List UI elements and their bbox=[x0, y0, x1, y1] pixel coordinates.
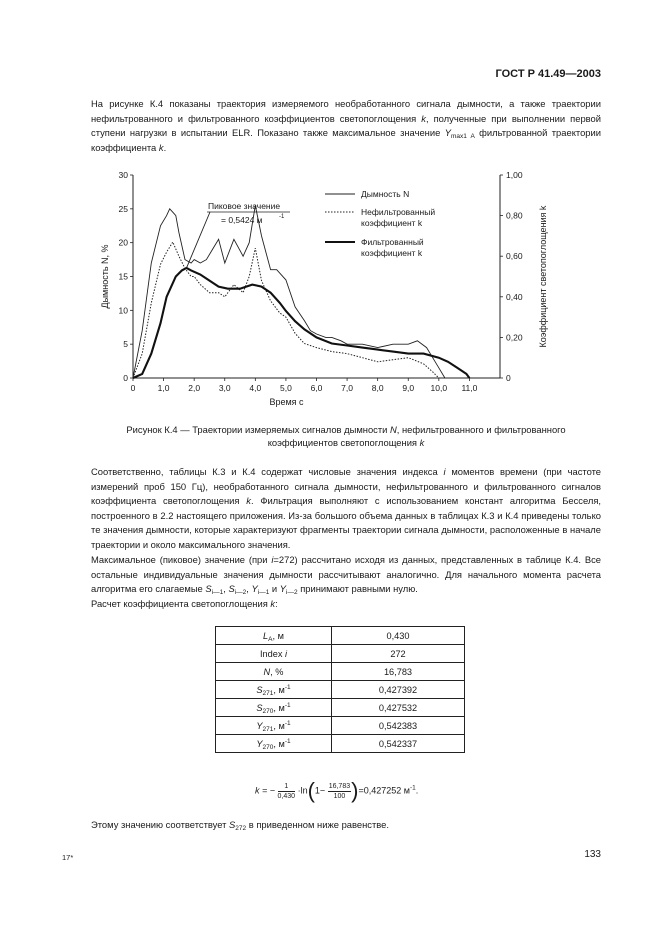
p3-text-b: =272) рассчитано исходя из данных, представленных в таблице К.4. Все остальные индивидуальные значения дымности рассчитывают аналогично. Для начального момента расчета алгоритма его слагаемые bbox=[91, 554, 601, 595]
param-unit-sup: -1 bbox=[284, 737, 291, 745]
paren-close: ) bbox=[351, 778, 359, 803]
calc-value: 0,542337 bbox=[332, 735, 465, 753]
intro-k: k bbox=[421, 112, 426, 124]
x-tick-label: 11,0 bbox=[461, 383, 478, 393]
calc-value: 272 bbox=[332, 645, 465, 663]
p2-i: i bbox=[443, 466, 446, 477]
chart-axes bbox=[100, 170, 548, 407]
chart-annotation bbox=[187, 201, 290, 268]
p4-colon: : bbox=[275, 598, 278, 609]
param-sub: 271 bbox=[262, 689, 274, 697]
calc-table bbox=[215, 626, 465, 753]
param-unit-sup: -1 bbox=[284, 701, 291, 709]
param-sub: A bbox=[268, 635, 273, 643]
p2-text-a: Соответственно, таблицы К.3 и К.4 содержат числовые значения индекса bbox=[91, 466, 444, 477]
x-tick-label: 7,0 bbox=[341, 383, 353, 393]
y-left-tick-label: 5 bbox=[123, 339, 128, 350]
paragraph-calc bbox=[91, 597, 601, 612]
k-formula bbox=[255, 778, 418, 804]
caption-text-3: коэффициентов светопоглощения bbox=[267, 437, 420, 448]
param-symbol: L bbox=[263, 630, 269, 641]
frac2-num: 16,783 bbox=[328, 782, 351, 790]
paren-open: ( bbox=[307, 778, 315, 803]
p3-y2: Y bbox=[279, 583, 287, 595]
footer-signature: 17* bbox=[62, 853, 74, 862]
calc-row bbox=[216, 717, 465, 735]
paragraph-final bbox=[91, 818, 601, 833]
param-symbol: S bbox=[256, 684, 263, 695]
x-tick-label: 1,0 bbox=[157, 383, 170, 393]
param-unit: , м bbox=[272, 630, 284, 641]
x-tick-label: 3,0 bbox=[218, 383, 231, 393]
p4-k: k bbox=[270, 598, 276, 609]
param-sub: 270 bbox=[262, 707, 274, 715]
caption-text-2: , нефильтрованного и фильтрованного bbox=[396, 424, 566, 435]
calc-param bbox=[216, 717, 332, 735]
y-right-tick-label: 1,00 bbox=[506, 170, 523, 180]
p5-text-b: в приведенном ниже равенстве. bbox=[246, 819, 389, 830]
intro-text-3: фильтрованной траектории коэффициента bbox=[91, 127, 601, 153]
param-unit: , м bbox=[273, 738, 285, 749]
smoke-chart bbox=[95, 165, 565, 415]
p2-text-b: моментов времени (при частоте измерений проб 150 Гц), необработанного сигнала дымности, нефильтрованного и фильтрованного сигналов коэффициента светопоглощения bbox=[91, 466, 602, 507]
y-left-tick-label: 10 bbox=[118, 305, 128, 316]
p3-s1: S bbox=[205, 583, 212, 595]
p3-s1-sub: i—1 bbox=[211, 589, 224, 597]
p3-s2: S bbox=[228, 583, 235, 595]
calc-param bbox=[216, 699, 332, 717]
intro-text-2: , полученные при выполнении первой ступени нагрузки в испытании ELR. Показано также максимальное значение bbox=[91, 112, 601, 139]
calc-value: 0,542383 bbox=[332, 717, 465, 735]
intro-text-1: На рисунке К.4 показаны траектория измеряемого необработанного сигнала дымности, а также траектории нефильтрованного и фильтрованного коэффициентов светопоглощения bbox=[91, 98, 601, 124]
y-left-axis-label: Дымность N, % bbox=[100, 244, 110, 309]
calc-param bbox=[216, 735, 332, 753]
y-left-tick-label: 0 bbox=[123, 373, 128, 383]
calc-param bbox=[216, 627, 332, 645]
paragraph-peak bbox=[91, 553, 601, 597]
calc-row bbox=[216, 681, 465, 699]
p3-text-a: Максимальное (пиковое) значение (при bbox=[91, 554, 272, 565]
legend-label-2-line2: коэффициент k bbox=[361, 218, 423, 228]
p3-comma2: , bbox=[246, 583, 252, 595]
x-tick-label: 2,0 bbox=[188, 383, 201, 393]
param-unit: , м bbox=[273, 702, 285, 713]
intro-y-symbol: Y bbox=[444, 127, 451, 139]
p3-comma1: , bbox=[223, 583, 229, 595]
param-unit-sup: -1 bbox=[284, 683, 291, 691]
param-unit: , м bbox=[273, 684, 285, 695]
standard-header: ГОСТ Р 41.49—2003 bbox=[495, 68, 601, 80]
peak-label-line1: Пиковое значение bbox=[208, 201, 281, 211]
x-tick-label: 5,0 bbox=[280, 383, 292, 393]
param-unit: , % bbox=[270, 666, 284, 677]
intro-y-sub2: A bbox=[470, 133, 475, 141]
peak-label-sup: -1 bbox=[279, 214, 285, 220]
formula-frac2 bbox=[328, 782, 351, 801]
y-left-tick-label: 30 bbox=[118, 170, 128, 180]
param-symbol: S bbox=[256, 702, 263, 713]
paragraph-tables bbox=[91, 465, 601, 553]
p3-s2-sub: i—2 bbox=[234, 589, 247, 597]
formula-sup: -1 bbox=[409, 784, 416, 792]
frac1-num: 1 bbox=[278, 782, 296, 792]
calc-value: 0,430 bbox=[332, 627, 465, 645]
formula-result: =0,427252 м bbox=[358, 785, 410, 796]
p2-k: k bbox=[246, 495, 251, 507]
figure-caption bbox=[91, 423, 601, 449]
y-left-tick-label: 15 bbox=[118, 271, 128, 282]
formula-ln: ·ln bbox=[297, 785, 308, 796]
p3-y1: Y bbox=[251, 583, 258, 595]
param-sub: 271 bbox=[262, 725, 274, 733]
page-number: 133 bbox=[584, 849, 601, 860]
formula-frac1 bbox=[278, 782, 296, 801]
x-axis-label: Время с bbox=[269, 397, 304, 407]
calc-row bbox=[216, 645, 465, 663]
x-tick-label: 8,0 bbox=[371, 383, 384, 393]
param-symbol: Y bbox=[256, 738, 263, 749]
param-symbol: Index i bbox=[259, 648, 288, 659]
p2-text-c: . Фильтрация выполняют с использованием констант алгоритма Бесселя, построенного в 2.2 настоящего приложения. Из-за большого объема данных в таблицах К.3 и К.4 приведены только те значения дымности, которые характеризуют фрагменты траектории сигнала дымности, расположенные в начале траектории и около максимального значения. bbox=[91, 495, 601, 550]
frac2-den: 100 bbox=[333, 792, 346, 800]
intro-text-4: . bbox=[163, 141, 167, 153]
legend-label-1: Дымность N bbox=[361, 189, 410, 199]
p5-s-sub: 272 bbox=[235, 825, 247, 832]
calc-row bbox=[216, 735, 465, 753]
y-right-tick-label: 0,60 bbox=[506, 251, 523, 262]
x-tick-label: 0 bbox=[130, 383, 136, 393]
caption-k: k bbox=[419, 437, 425, 448]
caption-text-1: Рисунок К.4 — Траектории измеряемых сигналов дымности bbox=[126, 424, 391, 435]
legend-label-3-line2: коэффициент k bbox=[361, 248, 423, 258]
y-right-tick-label: 0,40 bbox=[506, 291, 523, 302]
y-right-tick-label: 0,20 bbox=[506, 332, 523, 343]
param-sub: 270 bbox=[262, 743, 274, 751]
param-symbol: Y bbox=[256, 720, 263, 731]
intro-k-2: k bbox=[158, 141, 164, 153]
intro-y-sub: max1 bbox=[450, 133, 467, 141]
intro-paragraph bbox=[91, 97, 601, 155]
calc-param bbox=[216, 663, 332, 681]
param-symbol: N bbox=[263, 666, 271, 677]
y-left-tick-label: 20 bbox=[118, 237, 128, 248]
x-tick-label: 4,0 bbox=[249, 383, 262, 393]
calc-value: 16,783 bbox=[332, 663, 465, 681]
chart-series bbox=[133, 206, 469, 379]
p3-y1-sub: i—1 bbox=[257, 589, 270, 597]
x-tick-label: 9,0 bbox=[402, 383, 415, 393]
p3-i: i bbox=[271, 554, 274, 565]
y-right-tick-label: 0,80 bbox=[506, 210, 523, 221]
param-unit-sup: -1 bbox=[284, 719, 291, 727]
calc-param bbox=[216, 681, 332, 699]
param-unit: , м bbox=[273, 720, 285, 731]
peak-label-line2: = 0,5424 м bbox=[221, 215, 263, 225]
calc-param bbox=[216, 645, 332, 663]
calc-value: 0,427392 bbox=[332, 681, 465, 699]
formula-lhs: k = − bbox=[255, 785, 276, 796]
caption-n: N bbox=[390, 424, 397, 435]
legend-label-2: Нефильтрованный bbox=[361, 207, 436, 217]
x-tick-label: 10,0 bbox=[430, 383, 448, 393]
p5-s: S bbox=[229, 819, 236, 830]
p3-y2-sub: i—2 bbox=[286, 589, 298, 597]
formula-one: 1− bbox=[314, 785, 326, 796]
formula-end: . bbox=[415, 785, 419, 796]
calc-row bbox=[216, 699, 465, 717]
x-tick-label: 6,0 bbox=[310, 383, 323, 393]
y-right-tick-label: 0 bbox=[506, 373, 511, 383]
y-left-tick-label: 25 bbox=[118, 203, 128, 214]
p3-text-c: принимают равными нулю. bbox=[297, 583, 418, 595]
calc-value: 0,427532 bbox=[332, 699, 465, 717]
frac1-den: 0,430 bbox=[277, 792, 296, 800]
legend-label-3: Фильтрованный bbox=[361, 237, 424, 247]
p4-text: Расчет коэффициента светопоглощения bbox=[91, 598, 271, 609]
y-right-axis-label: Коэффициент светопоглощения k bbox=[538, 205, 548, 348]
calc-row bbox=[216, 663, 465, 681]
p3-and: и bbox=[269, 583, 280, 595]
p5-text-a: Этому значению соответствует bbox=[91, 819, 230, 830]
chart-legend bbox=[325, 189, 435, 258]
calc-row bbox=[216, 627, 465, 645]
